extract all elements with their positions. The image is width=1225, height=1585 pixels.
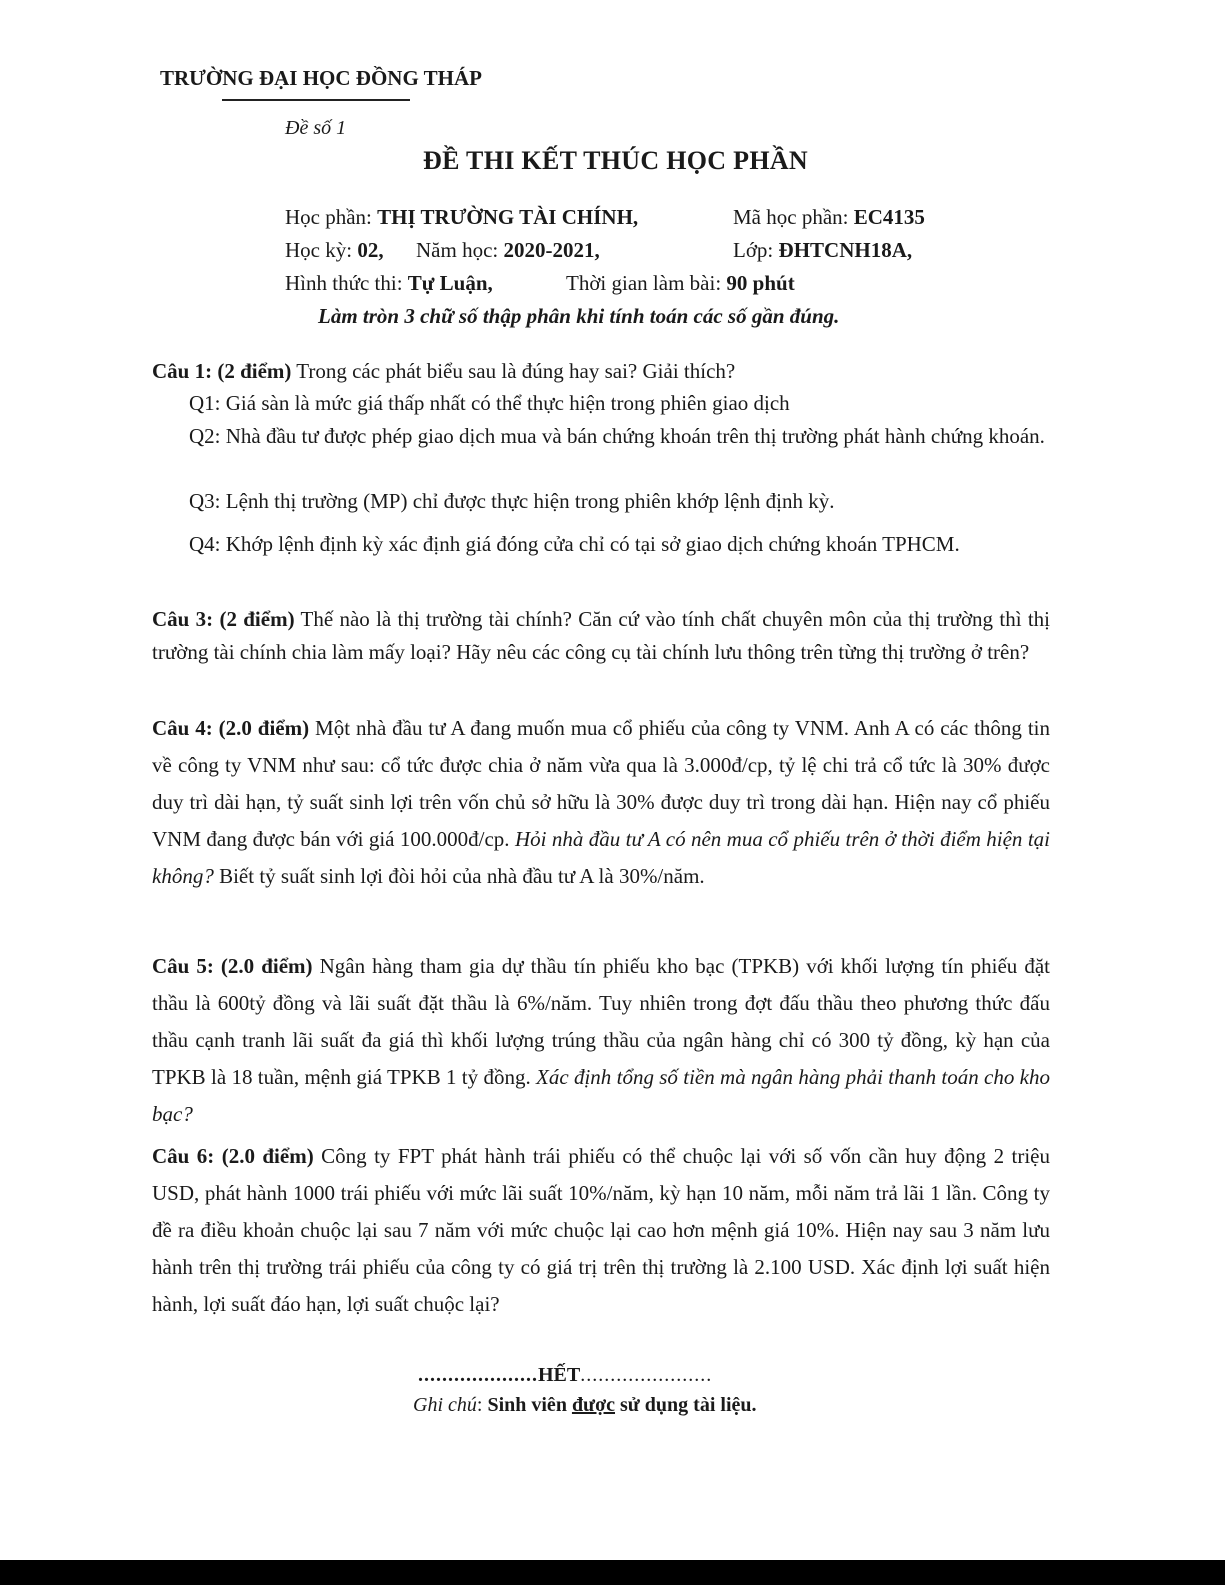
question-5-text: Ngân hàng tham gia dự thầu tín phiếu kho bạc (TPKB) với khối lượng tín phiếu đặt thầu là 600tỷ đồng và lãi suất đặt thầu là 6%/năm. Tuy nhiên trong đợt đấu thầu theo phương thức đấu thầu cạnh tranh lãi suất đa giá thì khối lượng trúng thầu của ngân hàng chỉ có 300 tỷ đồng, kỳ hạn của TPKB là 18 tuần, mệnh giá TPKB 1 tỷ đồng. bbox=[152, 954, 1050, 1089]
question-1-label: Câu 1: (2 điểm) bbox=[152, 359, 292, 383]
class-code bbox=[733, 238, 912, 263]
scan-bottom-edge bbox=[0, 1560, 1225, 1585]
question-3-label: Câu 3: (2 điểm) bbox=[152, 607, 295, 631]
class-value: ĐHTCNH18A, bbox=[778, 238, 913, 262]
question-5-italic: Xác định tổng số tiền mà ngân hàng phải thanh toán cho kho bạc? bbox=[152, 1065, 1050, 1126]
question-4-tail: Biết tỷ suất sinh lợi đòi hỏi của nhà đầu tư A là 30%/năm. bbox=[213, 864, 705, 888]
exam-format-label: Hình thức thi: bbox=[285, 271, 408, 295]
statement-q3: Q3: Lệnh thị trường (MP) chỉ được thực hiện trong phiên khớp lệnh định kỳ. bbox=[189, 489, 835, 513]
statement-q4: Q4: Khớp lệnh định kỳ xác định giá đóng cửa chỉ có tại sở giao dịch chứng khoán TPHCM. bbox=[189, 532, 960, 556]
rounding-note: Làm tròn 3 chữ số thập phân khi tính toán các số gần đúng. bbox=[318, 304, 840, 328]
question-4-label: Câu 4: (2.0 điểm) bbox=[152, 716, 310, 740]
statement-q2: Q2: Nhà đầu tư được phép giao dịch mua và bán chứng khoán trên thị trường phát hành chứng khoán. bbox=[189, 424, 1045, 448]
question-6-label: Câu 6: (2.0 điểm) bbox=[152, 1144, 314, 1168]
end-dots-right: ...................... bbox=[580, 1364, 713, 1386]
question-4 bbox=[152, 710, 1050, 895]
exam-duration-value: 90 phút bbox=[726, 271, 795, 295]
question-3 bbox=[152, 603, 1050, 669]
question-1 bbox=[152, 353, 1050, 390]
exam-duration-label: Thời gian làm bài: bbox=[566, 271, 727, 295]
footer-note bbox=[413, 1394, 757, 1417]
course-code bbox=[733, 205, 925, 230]
exam-format bbox=[285, 271, 493, 296]
academic-year-label: Năm học: bbox=[416, 238, 504, 262]
note-pre: Sinh viên bbox=[487, 1394, 572, 1416]
end-dots-left: .................... bbox=[418, 1364, 538, 1386]
semester-value: 02, bbox=[357, 238, 384, 262]
academic-year-value: 2020-2021, bbox=[503, 238, 600, 262]
course-code-value: EC4135 bbox=[853, 205, 925, 229]
statement-q1: Q1: Giá sàn là mức giá thấp nhất có thể thực hiện trong phiên giao dịch bbox=[189, 391, 790, 415]
question-4-text: Một nhà đầu tư A đang muốn mua cổ phiếu của công ty VNM. Anh A có các thông tin về công ty VNM như sau: cổ tức được chia ở năm vừa qua là 3.000đ/cp, tỷ lệ chi trả cổ tức là 30% được duy trì dài hạn, tỷ suất sinh lợi trên vốn chủ sở hữu là 30% được duy trì trong dài hạn. Hiện nay cổ phiếu VNM đang được bán với giá 100.000đ/cp. bbox=[152, 716, 1051, 851]
question-4-italic: Hỏi nhà đầu tư A có nên mua cổ phiếu trên ở thời điểm hiện tại không? bbox=[152, 827, 1050, 888]
exam-format-value: Tự Luận, bbox=[407, 271, 493, 295]
course-code-label: Mã học phần: bbox=[733, 205, 854, 229]
course-value: THỊ TRƯỜNG TÀI CHÍNH, bbox=[377, 205, 639, 229]
end-label: HẾT bbox=[538, 1364, 581, 1386]
class-label: Lớp: bbox=[733, 238, 779, 262]
semester-line bbox=[285, 238, 384, 263]
school-name: TRƯỜNG ĐẠI HỌC ĐỒNG THÁP bbox=[160, 66, 483, 90]
question-6-text: Công ty FPT phát hành trái phiếu có thể chuộc lại với số vốn cần huy động 2 triệu USD, phát hành 1000 trái phiếu với mức lãi suất 10%/năm, kỳ hạn 10 năm, mỗi năm trả lãi 1 lần. Công ty đề ra điều khoản chuộc lại sau 7 năm với mức chuộc lại cao hơn mệnh giá 10%. Hiện nay sau 3 năm lưu hành trên thị trường trái phiếu của công ty có giá trị trên thị trường là 2.100 USD. Xác định lợi suất hiện hành, lợi suất đáo hạn, lợi suất chuộc lại? bbox=[152, 1144, 1051, 1316]
note-label: Ghi chú bbox=[413, 1394, 477, 1416]
question-5-label: Câu 5: (2.0 điểm) bbox=[152, 954, 313, 978]
question-1-text: Trong các phát biểu sau là đúng hay sai? Giải thích? bbox=[291, 359, 736, 383]
note-underlined: được bbox=[571, 1394, 616, 1416]
question-5 bbox=[152, 948, 1050, 1133]
end-marker bbox=[418, 1364, 712, 1387]
exam-title: ĐỀ THI KẾT THÚC HỌC PHẦN bbox=[423, 146, 808, 175]
semester-label: Học kỳ: bbox=[285, 238, 358, 262]
course-label: Học phần: bbox=[285, 205, 378, 229]
school-underline bbox=[222, 99, 410, 101]
note-colon: : bbox=[476, 1394, 488, 1416]
course-line bbox=[285, 205, 638, 230]
question-3-text: Thế nào là thị trường tài chính? Căn cứ vào tính chất chuyên môn của thị trường thì thị trường tài chính chia làm mấy loại? Hãy nêu các công cụ tài chính lưu thông trên từng thị trường ở trên? bbox=[152, 607, 1050, 664]
exam-number: Đề số 1 bbox=[285, 117, 347, 139]
note-post: sử dụng tài liệu. bbox=[615, 1394, 757, 1416]
exam-duration bbox=[566, 271, 795, 296]
academic-year bbox=[416, 238, 600, 263]
question-6 bbox=[152, 1138, 1050, 1323]
